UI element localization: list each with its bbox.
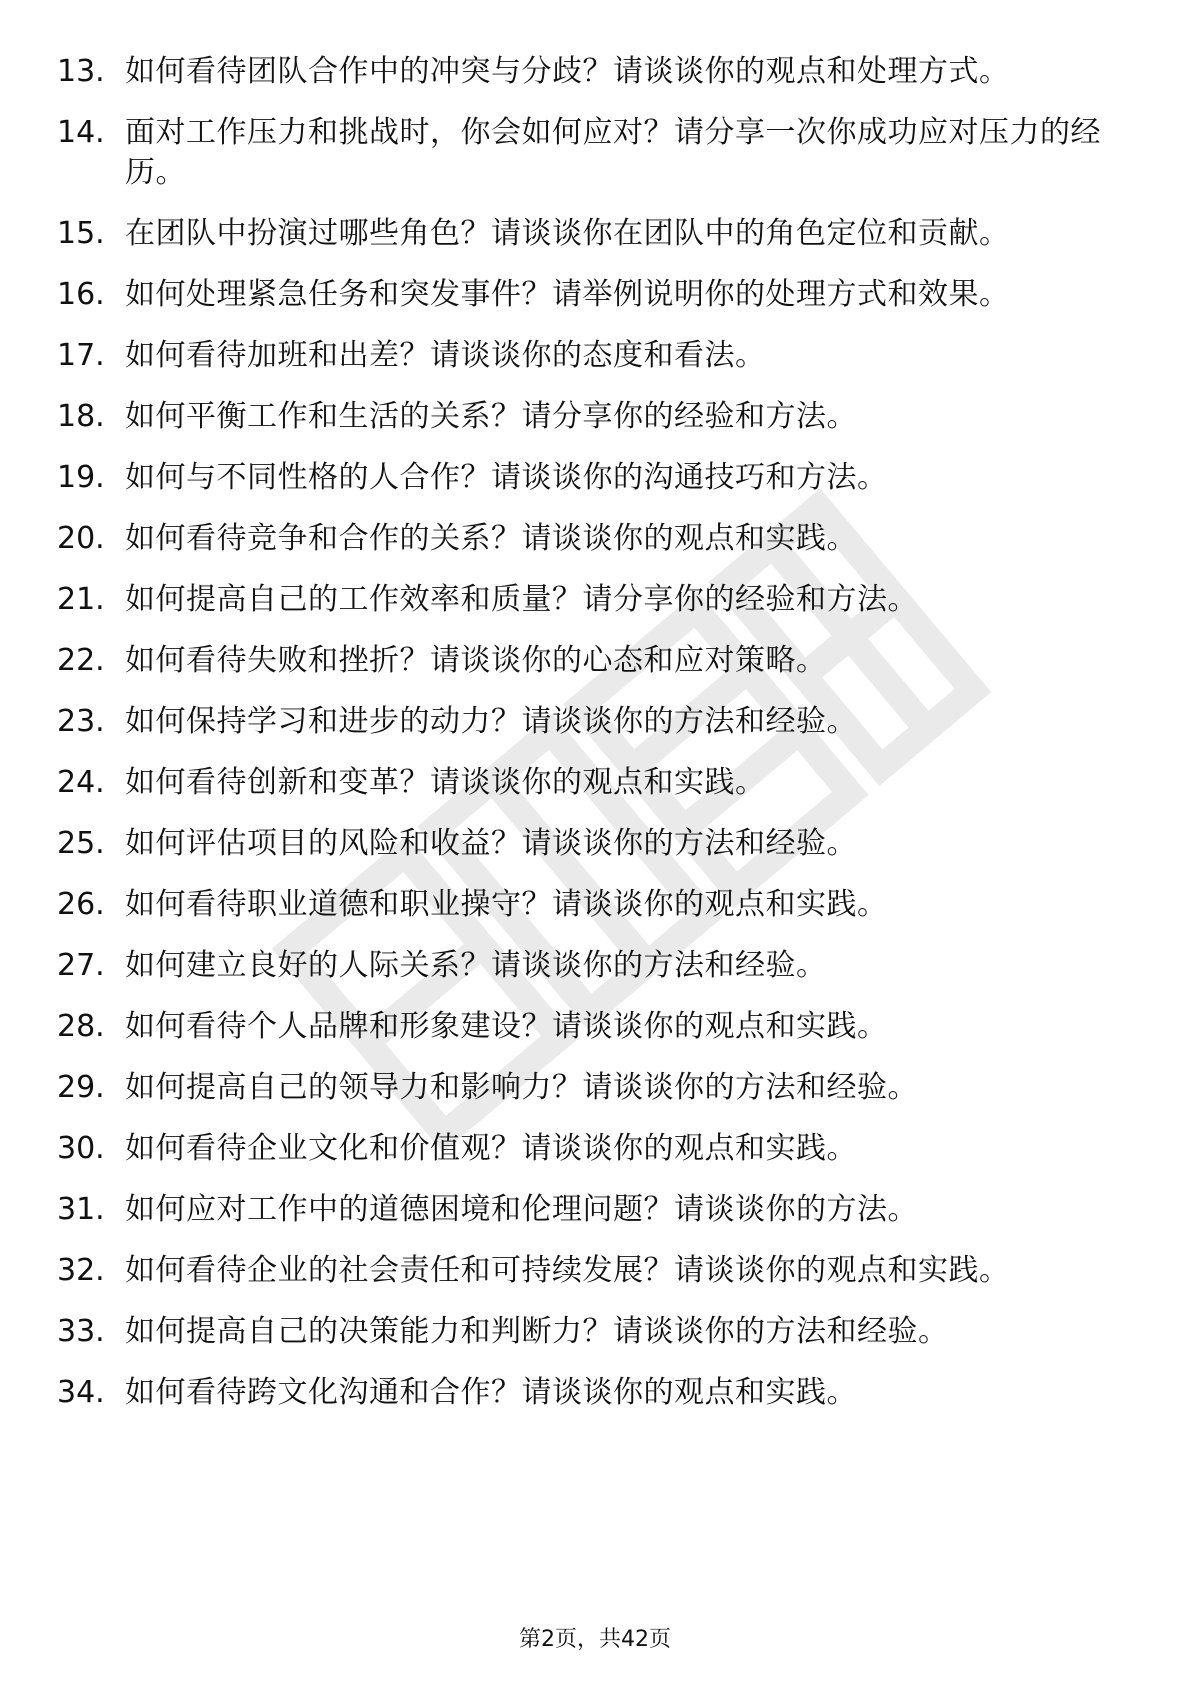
question-number: 31. — [57, 1192, 105, 1227]
question-text: 如何应对工作中的道德困境和伦理问题？请谈谈你的方法。 — [125, 1192, 918, 1227]
question-item — [57, 1129, 1117, 1169]
question-text: 如何看待个人品牌和形象建设？请谈谈你的观点和实践。 — [125, 1009, 888, 1044]
question-text: 如何与不同性格的人合作？请谈谈你的沟通技巧和方法。 — [125, 460, 888, 495]
question-text: 如何提高自己的工作效率和质量？请分享你的经验和方法。 — [125, 582, 918, 617]
question-number: 14. — [57, 115, 105, 150]
question-text: 如何看待团队合作中的冲突与分歧？请谈谈你的观点和处理方式。 — [125, 54, 1010, 89]
question-number: 17. — [57, 338, 105, 373]
question-item — [57, 458, 1117, 498]
question-text: 在团队中扮演过哪些角色？请谈谈你在团队中的角色定位和贡献。 — [125, 216, 1010, 251]
question-text: 如何看待企业文化和价值观？请谈谈你的观点和实践。 — [125, 1131, 857, 1166]
question-text: 如何看待企业的社会责任和可持续发展？请谈谈你的观点和实践。 — [125, 1253, 1010, 1288]
question-item — [57, 641, 1117, 681]
question-item — [57, 1007, 1117, 1047]
question-text: 如何看待竞争和合作的关系？请谈谈你的观点和实践。 — [125, 521, 857, 556]
question-number: 29. — [57, 1070, 105, 1105]
question-number: 28. — [57, 1009, 105, 1044]
question-number: 18. — [57, 399, 105, 434]
question-number: 33. — [57, 1314, 105, 1349]
question-text: 面对工作压力和挑战时，你会如何应对？请分享一次你成功应对压力的经历。 — [125, 115, 1101, 190]
question-text: 如何看待跨文化沟通和合作？请谈谈你的观点和实践。 — [125, 1375, 857, 1410]
question-item — [57, 1312, 1117, 1352]
question-item — [57, 1190, 1117, 1230]
question-item — [57, 1068, 1117, 1108]
question-item — [57, 336, 1117, 376]
question-item — [57, 702, 1117, 742]
question-text: 如何处理紧急任务和突发事件？请举例说明你的处理方式和效果。 — [125, 277, 1010, 312]
question-number: 19. — [57, 460, 105, 495]
question-text: 如何看待加班和出差？请谈谈你的态度和看法。 — [125, 338, 766, 373]
question-item — [57, 113, 1117, 193]
question-item — [57, 580, 1117, 620]
question-number: 16. — [57, 277, 105, 312]
question-number: 20. — [57, 521, 105, 556]
question-text: 如何提高自己的领导力和影响力？请谈谈你的方法和经验。 — [125, 1070, 918, 1105]
question-text: 如何评估项目的风险和收益？请谈谈你的方法和经验。 — [125, 826, 857, 861]
question-text: 如何看待失败和挫折？请谈谈你的心态和应对策略。 — [125, 643, 827, 678]
question-item — [57, 214, 1117, 254]
question-number: 21. — [57, 582, 105, 617]
question-item — [57, 1251, 1117, 1291]
question-number: 25. — [57, 826, 105, 861]
question-item — [57, 1373, 1117, 1413]
question-item — [57, 885, 1117, 925]
question-item — [57, 946, 1117, 986]
question-number: 22. — [57, 643, 105, 678]
question-text: 如何看待职业道德和职业操守？请谈谈你的观点和实践。 — [125, 887, 888, 922]
question-number: 26. — [57, 887, 105, 922]
question-number: 30. — [57, 1131, 105, 1166]
question-text: 如何建立良好的人际关系？请谈谈你的方法和经验。 — [125, 948, 827, 983]
question-text: 如何提高自己的决策能力和判断力？请谈谈你的方法和经验。 — [125, 1314, 949, 1349]
question-text: 如何平衡工作和生活的关系？请分享你的经验和方法。 — [125, 399, 857, 434]
question-number: 23. — [57, 704, 105, 739]
question-list — [57, 52, 1117, 1434]
question-item — [57, 275, 1117, 315]
question-number: 34. — [57, 1375, 105, 1410]
question-text: 如何看待创新和变革？请谈谈你的观点和实践。 — [125, 765, 766, 800]
question-number: 24. — [57, 765, 105, 800]
question-number: 32. — [57, 1253, 105, 1288]
question-text: 如何保持学习和进步的动力？请谈谈你的方法和经验。 — [125, 704, 857, 739]
question-item — [57, 52, 1117, 92]
question-number: 15. — [57, 216, 105, 251]
question-number: 27. — [57, 948, 105, 983]
question-number: 13. — [57, 54, 105, 89]
question-item — [57, 519, 1117, 559]
page-footer: 第2页，共42页 — [519, 1627, 671, 1652]
question-item — [57, 763, 1117, 803]
question-item — [57, 824, 1117, 864]
question-item — [57, 397, 1117, 437]
